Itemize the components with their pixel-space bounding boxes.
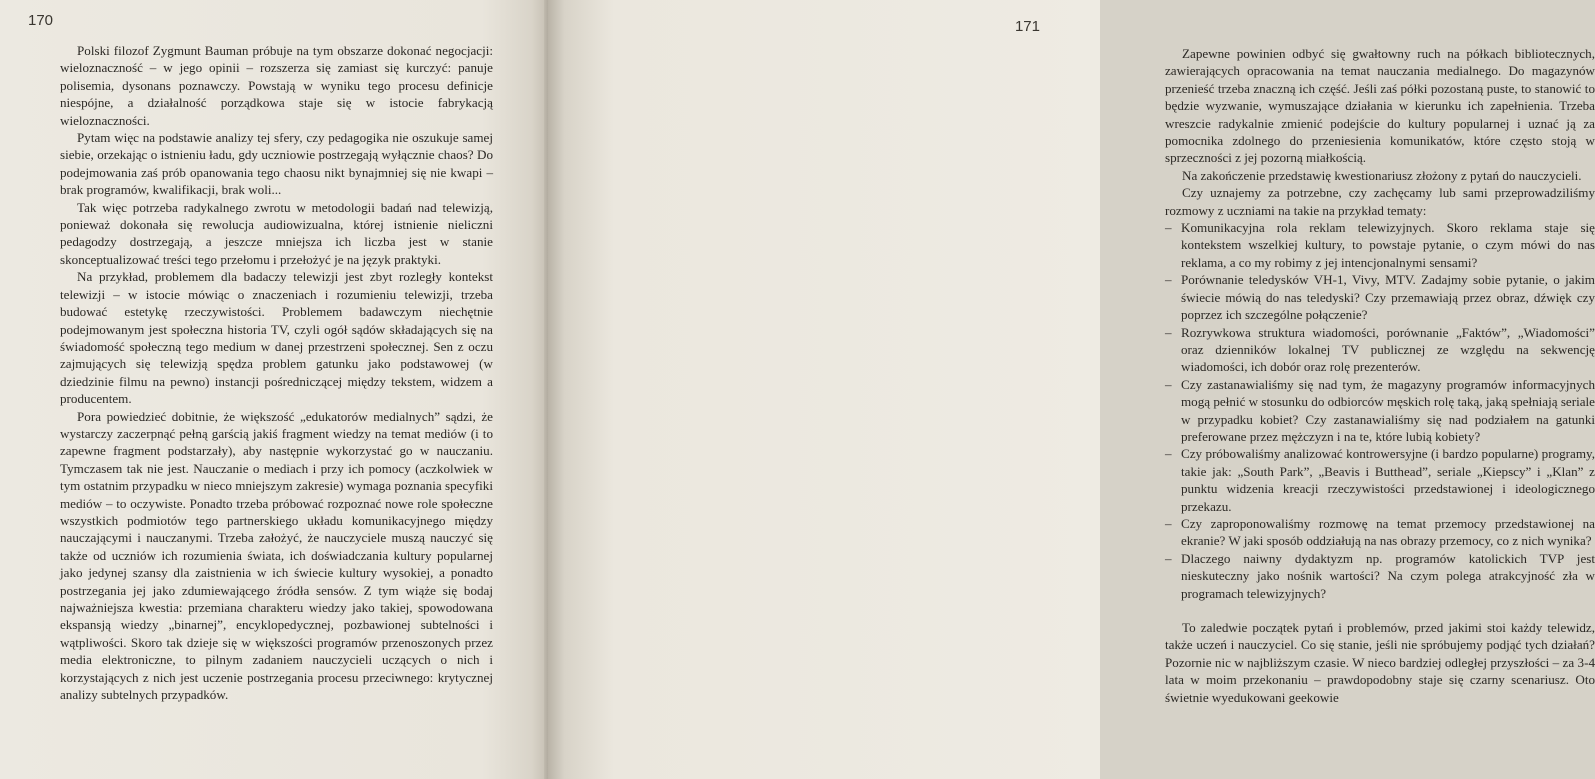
paragraph: Czy uznajemy za potrzebne, czy zachęcamy lub sami przeprowadziliśmy rozmowy z uczniami na takie na przykład tematy: (1165, 185, 1595, 218)
list-item: – Czy zaproponowaliśmy rozmowę na temat przemocy przedstawionej na ekranie? W jaki sposób oddziałują na nas obrazy przemocy, co z nich wynika? (1165, 515, 1595, 550)
page-number-right: 171 (1014, 18, 1040, 35)
right-page (548, 0, 1595, 779)
left-page (0, 0, 548, 779)
list-item: – Czy próbowaliśmy analizować kontrowersyjne (i bardzo popularne) programy, takie jak: „South Park”, „Beavis i Butthead”, seriale „Kiepscy” i „Klan” z punktu widzenia kreacji rzeczywistości przedstawionej i ideologicznego przekazu. (1165, 445, 1595, 515)
list-item: – Czy zastanawialiśmy się nad tym, że magazyny programów informacyjnych mogą pełnić w stosunku do odbiorców męskich rolę taką, jaką spełniają seriale w przypadku kobiet? Czy zastanawialiśmy się nad podziałem na gatunki preferowane przez mężczyzn i na te, które lubią kobiety? (1165, 376, 1595, 446)
paragraph: Na przykład, problemem dla badaczy telewizji jest zbyt rozległy kontekst telewizji – w istocie mówiąc o znaczeniach i rozumieniu telewizji, trzeba budować estetykę rzeczywistości. Problemem badawczym niechętnie podejmowanym jest społeczna historia TV, czyli ogół sądów składających się na świadomość społeczną tego medium w danej przestrzeni społecznej. Sen z oczu zajmujących się telewizją spędza problem gatunku jako podstawowej (w dziedzinie filmu na pewno) instancji pośredniczącej między tekstem, widzem a producentem. (60, 269, 493, 407)
paragraph: To zaledwie początek pytań i problemów, przed jakimi stoi każdy telewidz, także uczeń i nauczyciel. Co się stanie, jeśli nie spróbujemy podjąć tych działań? Pozornie nic w najbliższym czasie. W nieco bardziej odległej przyszłości – za 3-4 lata w moim przekonaniu – prawdopodobny staje się czarny scenariusz. Oto świetnie wyedukowani geekowie (1165, 620, 1595, 705)
right-page-body (1165, 45, 1595, 706)
list-item: – Porównanie teledysków VH-1, Vivy, MTV. Zadajmy sobie pytanie, o jakim świecie mówią do nas teledyski? Czy przemawiają przez obraz, dźwięk czy poprzez ich szczególne połączenie? (1165, 271, 1595, 323)
list-item: – Komunikacyjna rola reklam telewizyjnych. Skoro reklama staje się kontekstem wszelkiej kultury, to powstaje pytanie, o czym mówi do nas reklama, a co my robimy z jej intencjonalnymi sensami? (1165, 219, 1595, 271)
paragraph: Na zakończenie przedstawię kwestionariusz złożony z pytań do nauczycieli. (1182, 167, 1582, 183)
paragraph: Pora powiedzieć dobitnie, że większość „edukatorów medialnych” sądzi, że wystarczy zaczerpnąć pełną garścią jakiś fragment wiedzy na temat mediów (i to zapewne fragment podstarzały), aby następnie wykorzystać go w nauczaniu. Tymczasem tak nie jest. Nauczanie o mediach i przy ich pomocy (aczkolwiek w tym ostatnim przypadku w nieco mniejszym zakresie) wymaga poznania specyfiki mediów – to oczywiste. Ponadto trzeba próbować rozpoznać nowe role społeczne wszystkich podmiotów tego partnerskiego układu komunikacyjnego między nauczającymi i nauczanymi. Trzeba założyć, że nauczyciele muszą nauczyć się także od uczniów ich rozumienia świata, ich doświadczania kultury popularnej jako jedynej szansy dla zaistnienia w ich świecie kultury wysokiej, a ponadto postrzegania jej jako zdumiewającego źródła sensów. Z tym wiąże się bodaj najważniejsza kwestia: przemiana charakteru wiedzy jako takiej, spowodowana ekspansją wiedzy „binarnej”, encyklopedycznej, pozbawionej subtelności i wątpliwości. Skoro tak dzieje się w większości programów przenoszonych przez media elektroniczne, to pilnym zadaniem nauczycieli uczących o nich i korzystających z nich jest uczenie postrzegania procesu przeciwnego: krytycznej analizy subtelnych przypadków. (60, 408, 493, 703)
paragraph: Zapewne powinien odbyć się gwałtowny ruch na półkach bibliotecznych, zawierających opracowania na temat nauczania medialnego. Do magazynów przenieść trzeba znaczną ich część. Jeśli zaś półki pozostaną puste, to stanowić to będzie wyzwanie, wymuszające działania w kierunku ich zapełnienia. Trzeba wreszcie radykalnie zmienić podejście do kultury popularnej i uznać ją za pomocnika zdolnego do przeniesienia komunikatów, które często stoją w sprzeczności z jej pozorną miałkością. (1165, 46, 1595, 166)
section-gap (1165, 602, 1595, 619)
page-number-left: 170 (28, 12, 54, 29)
question-list (1165, 219, 1595, 602)
list-item: – Dlaczego naiwny dydaktyzm np. programów katolickich TVP jest nieskuteczny jako nośnik wartości? Na czym polega atrakcyjność zła w programach telewizyjnych? (1165, 550, 1595, 602)
paragraph: Polski filozof Zygmunt Bauman próbuje na tym obszarze dokonać negocjacji: wieloznaczność – w jego opinii – rozszerza się zamiast się kurczyć: panuje polisemia, dysonans poznawczy. Powstają w wyniku tego procesu definicje niespójne, a działalność porządkowa staje się w istocie fabrykacją wieloznaczności. (60, 43, 493, 128)
left-page-body (60, 42, 493, 703)
paragraph: Pytam więc na podstawie analizy tej sfery, czy pedagogika nie oszukuje samej siebie, orzekając o istnieniu ładu, gdy uczniowie postrzegają wyłącznie chaos? Do podejmowania zaś prób opanowania tego chaosu nikt bynajmniej się nie kwapi – brak programów, kwalifikacji, brak woli... (60, 130, 493, 198)
list-item: – Rozrywkowa struktura wiadomości, porównanie „Faktów”, „Wiadomości” oraz dzienników lokalnej TV publicznej ze względu na sekwencję wiadomości, ich dobór oraz rolę prezenterów. (1165, 324, 1595, 376)
paragraph: Tak więc potrzeba radykalnego zwrotu w metodologii badań nad telewizją, ponieważ dokonała się rewolucja audiowizualna, której istnienie nieliczni pedagodzy dostrzegają, a jeszcze mniejsza ich liczba jest w stanie skonceptualizować treści tego przełomu i przełożyć je na język praktyki. (60, 199, 493, 267)
